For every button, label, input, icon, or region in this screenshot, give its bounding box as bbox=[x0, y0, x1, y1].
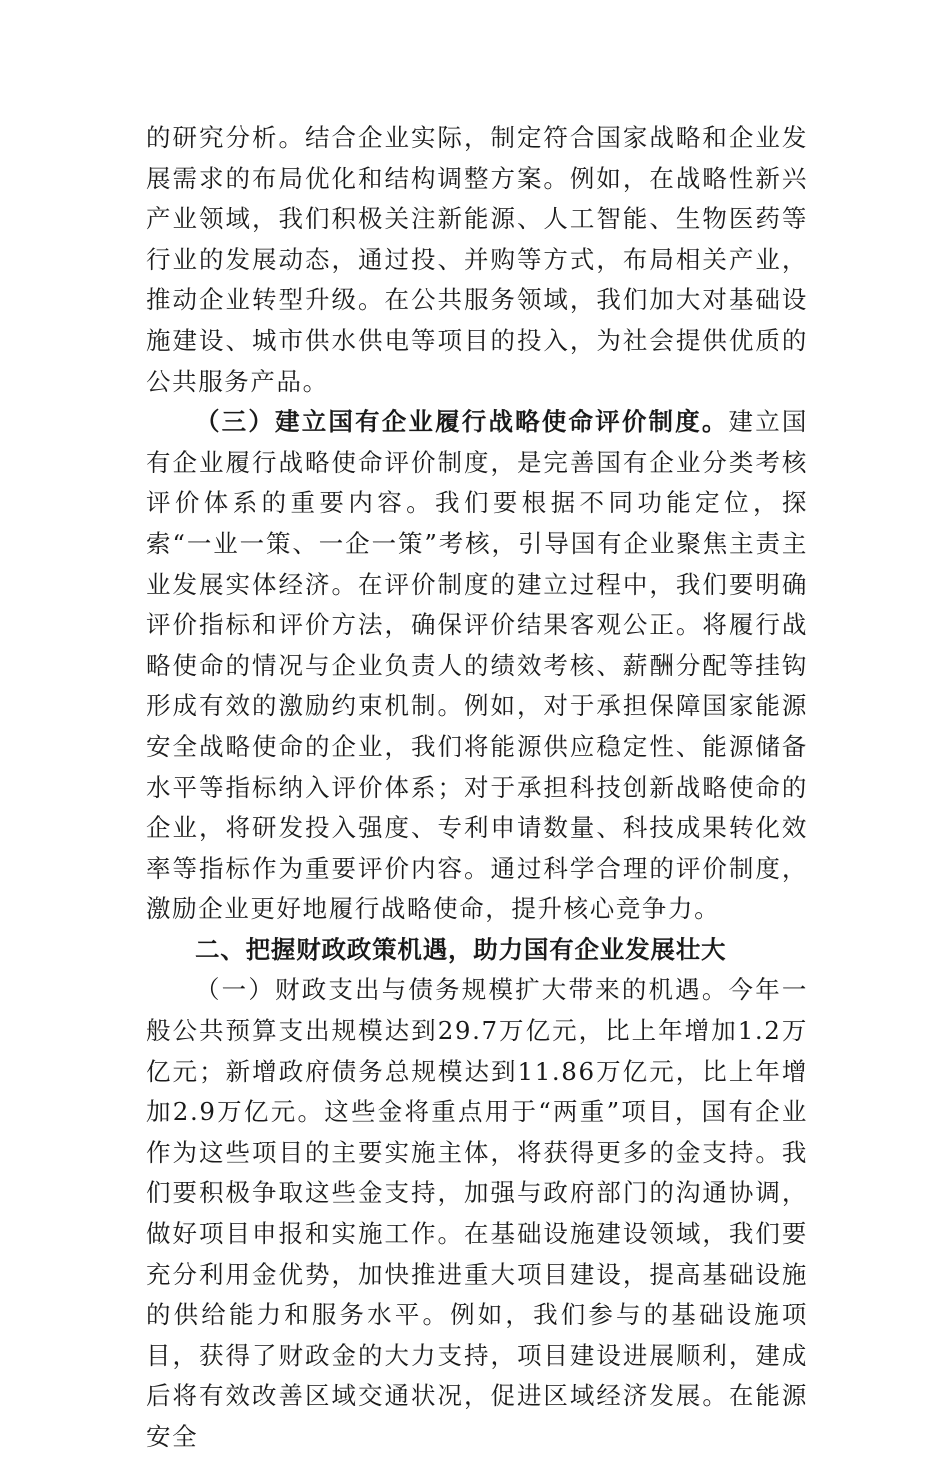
paragraph-evaluation-system bbox=[146, 402, 808, 930]
paragraph-fiscal-expenditure: （一）财政支出与债务规模扩大带来的机遇。今年一般公共预算支出规模达到29.7万亿元，比上年增加1.2万亿元；新增政府债务总规模达到11.86万亿元，比上年增加2.9万亿元。这些金将重点用于“两重”项目，国有企业作为这些项目的主要实施主体，将获得更多的金支持。我们要积极争取这些金支持，加强与政府部门的沟通协调，做好项目申报和实施工作。在基础设施建设领域，我们要充分利用金优势，加快推进重大项目建设，提高基础设施的供给能力和服务水平。例如，我们参与的基础设施项目，获得了财政金的大力支持，项目建设进展顺利，建成后将有效改善区域交通状况，促进区域经济发展。在能源安全 bbox=[146, 975, 808, 1451]
paragraph-evaluation-body: 建立国有企业履行战略使命评价制度，是完善国有企业分类考核评价体系的重要内容。我们要根据不同功能定位，探索“一业一策、一企一策”考核，引导国有企业聚焦主责主业发展实体经济。在评价制度的建立过程中，我们要明确评价指标和评价方法，确保评价结果客观公正。将履行战略使命的情况与企业负责人的绩效考核、薪酬分配等挂钩形成有效的激励约束机制。例如，对于承担保障国家能源安全战略使命的企业，我们将能源供应稳定性、能源储备水平等指标纳入评价体系；对于承担科技创新战略使命的企业，将研发投入强度、专利申请数量、科技成果转化效率等指标作为重要评价内容。通过科学合理的评价制度，激励企业更好地履行战略使命，提升核心竞争力。 bbox=[146, 407, 809, 924]
section-heading-fiscal-policy: 二、把握财政政策机遇，助力国有企业发展壮大 bbox=[195, 934, 727, 964]
document-body bbox=[146, 118, 808, 1458]
paragraph-evaluation-lead: （三）建立国有企业履行战略使命评价制度。 bbox=[195, 407, 729, 437]
paragraph-layout-optimization: 的研究分析。结合企业实际，制定符合国家战略和企业发展需求的布局优化和结构调整方案。例如，在战略性新兴产业领域，我们积极关注新能源、人工智能、生物医药等行业的发展动态，通过投、并购等方式，布局相关产业，推动企业转型升级。在公共服务领域，我们加大对基础设施建设、城市供水供电等项目的投入，为社会提供优质的公共服务产品。 bbox=[146, 123, 808, 396]
